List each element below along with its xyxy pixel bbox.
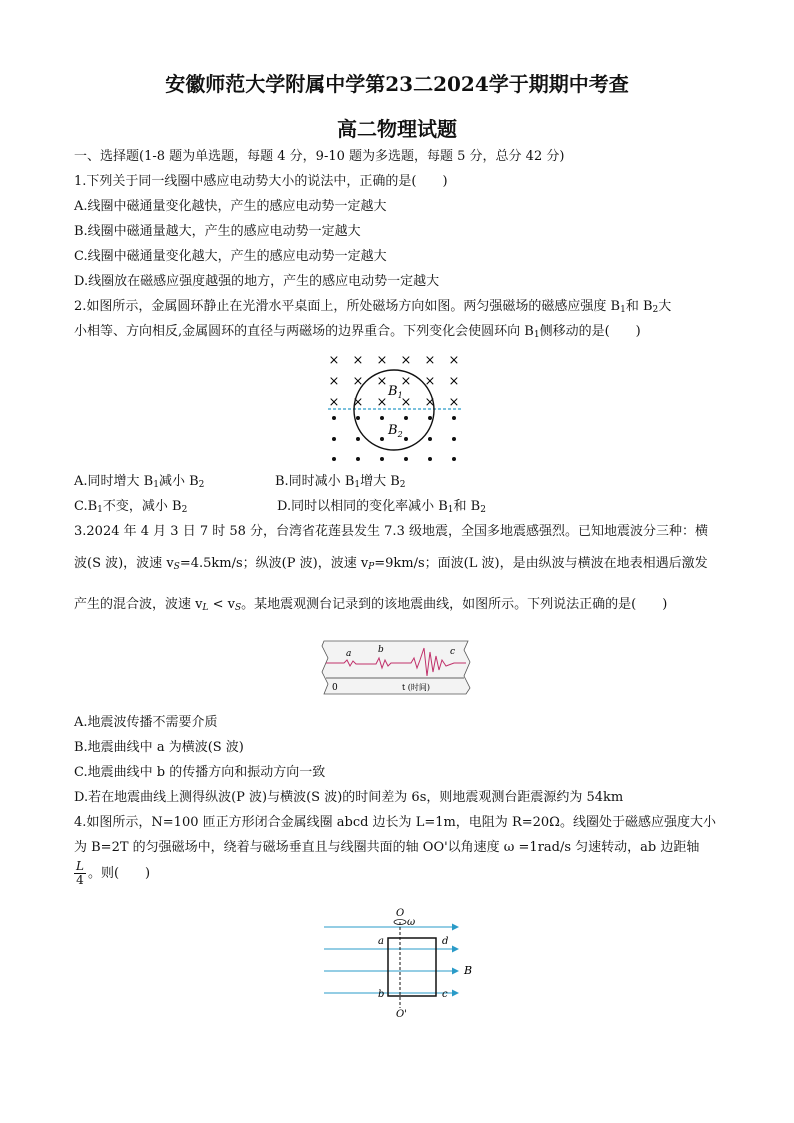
cross-mark: ×	[328, 374, 340, 389]
fraction-l-over-4	[74, 860, 86, 887]
cross-mark: ×	[400, 353, 412, 368]
subscript: 2	[399, 480, 406, 490]
option-text: 和 B	[453, 499, 481, 514]
corner-label-d: d	[442, 936, 449, 947]
b1-label: $B_1$	[388, 384, 403, 400]
b1-field-crosses	[329, 353, 460, 410]
square-coil	[388, 938, 436, 996]
subscript: 1	[97, 505, 103, 515]
q2-option-a	[74, 473, 204, 494]
cross-mark: ×	[328, 353, 340, 368]
subscript: 2	[652, 305, 659, 315]
corner-label-c: c	[442, 989, 448, 1000]
origin-label: 0	[332, 683, 338, 693]
axis-label-o-prime: O'	[396, 1009, 407, 1018]
q3-option-d: D.若在地震曲线上测得纵波(P 波)与横波(S 波)的时间差为 6s，则地震观测台距震源约为 54km	[74, 790, 624, 805]
option-text: A.同时增大 B	[74, 474, 154, 489]
axis-label-o: O	[396, 908, 405, 919]
q4-text: 。则( )	[87, 865, 151, 881]
q1-option-c: C.线圈中磁通量变化越大，产生的感应电动势一定越大	[74, 249, 387, 264]
wave-label-b: b	[378, 645, 384, 655]
wave-label-a: a	[346, 649, 352, 659]
exam-title: 安徽师范大学附属中学第23二2024学于期期中考查	[165, 72, 629, 96]
subscript: 2	[181, 505, 188, 515]
time-label: t (时间)	[402, 683, 430, 692]
corner-label-a: a	[378, 936, 384, 947]
q2-text: 和 B	[625, 299, 653, 314]
q1-option-b: B.线圈中磁通量越大，产生的感应电动势一定越大	[74, 224, 361, 239]
option-text: 减小 B	[158, 474, 199, 489]
cross-mark: ×	[424, 395, 436, 410]
q1-stem: 1.下列关于同一线圈中感应电动势大小的说法中，正确的是( )	[74, 174, 448, 189]
option-text: 不变，减小 B	[102, 499, 182, 514]
q2-option-b	[275, 473, 406, 494]
q3-option-a: A.地震波传播不需要介质	[74, 715, 218, 730]
q3-text: 。某地震观测台记录到的该地震曲线，如图所示。下列说法正确的是( )	[241, 597, 668, 612]
subscript: 1	[447, 505, 454, 515]
cross-mark: ×	[400, 395, 412, 410]
q3-text: 产生的混合波，波速 v	[74, 597, 203, 612]
cross-mark: ×	[376, 395, 388, 410]
cross-mark: ×	[448, 353, 460, 368]
q2-text: 小相等、方向相反,金属圆环的直径与两磁场的边界重合。下列变化会使圆环向 B	[74, 324, 534, 339]
metal-ring	[354, 370, 434, 450]
q4-stem-line1: 4.如图所示，N=100 匝正方形闭合金属线圈 abcd 边长为 L=1m，电阻为 R=20Ω。线圈处于磁感应强度大小	[74, 815, 716, 830]
q3-text: < v	[208, 597, 235, 612]
q1-option-a: A.线圈中磁通量变化越快，产生的感应电动势一定越大	[74, 199, 387, 214]
q4-rotating-coil-figure	[318, 906, 478, 1018]
cross-mark: ×	[448, 374, 460, 389]
wave-label-c: c	[450, 647, 456, 657]
cross-mark: ×	[424, 353, 436, 368]
field-label-b: B	[464, 964, 473, 977]
subscript: S	[173, 562, 180, 572]
cross-mark: ×	[376, 374, 388, 389]
q2-option-d	[277, 498, 486, 519]
subscript: 1	[354, 480, 361, 490]
q2-text: 大	[658, 299, 672, 314]
subscript: 1	[533, 330, 540, 340]
paper-strip	[322, 641, 470, 694]
cross-mark: ×	[448, 395, 460, 410]
cross-mark: ×	[424, 374, 436, 389]
q3-seismogram-figure	[316, 636, 476, 698]
subscript: 1	[620, 305, 626, 315]
corner-label-b: b	[378, 989, 385, 1000]
section-heading: 一、选择题(1-8 题为单选题，每题 4 分，9-10 题为多选题，每题 5 分，总分 42 分)	[74, 149, 565, 164]
q3-option-c: C.地震曲线中 b 的传播方向和振动方向一致	[74, 765, 326, 780]
q4-stem-line3	[74, 860, 150, 887]
option-text: D.同时以相同的变化率减小 B	[277, 499, 448, 514]
exam-subtitle: 高二物理试题	[337, 117, 457, 141]
q3-text: =4.5km/s；纵波(P 波)，波速 v	[179, 556, 369, 571]
b2-label: $B_2$	[388, 423, 403, 439]
q1-option-d: D.线圈放在磁感应强度越强的地方，产生的感应电动势一定越大	[74, 274, 440, 289]
q2-magnetic-field-figure	[322, 348, 472, 466]
q3-stem-line1: 3.2024 年 4 月 3 日 7 时 58 分，台湾省花莲县发生 7.3 级地震，全国多地震感强烈。已知地震波分三种：横	[74, 524, 708, 539]
option-text: B.同时减小 B	[275, 474, 355, 489]
cross-mark: ×	[376, 353, 388, 368]
q2-option-c	[74, 498, 187, 519]
q2-text: 侧移动的是( )	[539, 324, 641, 339]
q3-stem-line3	[74, 596, 667, 617]
q3-text: 波(S 波)，波速 v	[74, 556, 174, 571]
fraction-denominator: 4	[76, 873, 84, 887]
q3-stem-line2	[74, 555, 708, 576]
cross-mark: ×	[352, 353, 364, 368]
magnetic-field-arrows	[324, 927, 458, 993]
cross-mark: ×	[400, 374, 412, 389]
subscript: 1	[153, 480, 159, 490]
fraction-numerator: L	[76, 859, 84, 873]
q2-stem-line2	[74, 323, 641, 344]
q3-text: =9km/s；面波(L 波)，是由纵波与横波在地表相遇后激发	[374, 556, 708, 571]
q4-stem-line2: 为 B=2T 的匀强磁场中，绕着与磁场垂直且与线圈共面的轴 OO'以角速度 ω =1rad/s 匀速转动，ab 边距轴	[74, 840, 700, 855]
q2-stem-line1	[74, 298, 671, 319]
cross-mark: ×	[352, 374, 364, 389]
omega-label: ω	[407, 917, 416, 928]
option-text: 增大 B	[360, 474, 400, 489]
cross-mark: ×	[328, 395, 340, 410]
option-text: C.B	[74, 499, 98, 514]
subscript: P	[368, 562, 375, 572]
cross-mark: ×	[352, 395, 364, 410]
q2-text: 2.如图所示，金属圆环静止在光滑水平桌面上，所处磁场方向如图。两匀强磁场的磁感应强度 B	[74, 299, 621, 314]
subscript: L	[202, 603, 209, 613]
subscript: 2	[480, 505, 486, 515]
subscript: S	[234, 603, 242, 613]
subscript: 2	[198, 480, 205, 490]
q3-option-b: B.地震曲线中 a 为横波(S 波)	[74, 740, 244, 755]
